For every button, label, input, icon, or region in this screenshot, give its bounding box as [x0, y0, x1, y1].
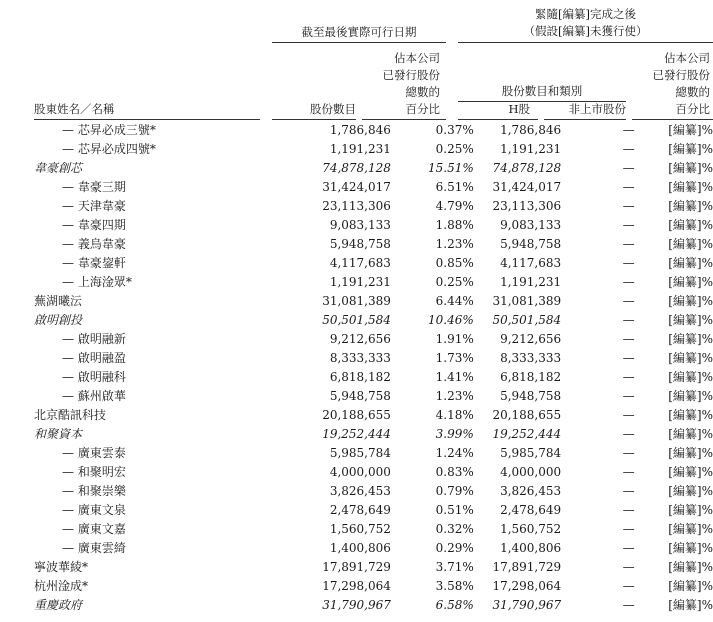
pct-after: [編纂]% [668, 332, 713, 346]
pct-after: [編纂]% [668, 598, 713, 612]
unlisted-shares: — [622, 255, 635, 270]
col-header-pct2-line1: 佔本公司 [664, 51, 710, 65]
shares-latest: 4,117,683 [329, 255, 391, 270]
shares-latest: 17,298,064 [322, 578, 391, 593]
pct-after: [編纂]% [668, 275, 713, 289]
group-header-assumption: （假設[編纂]未獲行使） [523, 24, 648, 38]
table-row [0, 386, 713, 405]
pct-latest: 4.79% [435, 198, 474, 213]
shares-latest: 50,501,584 [322, 312, 391, 327]
shareholder-name: 和聚資本 [34, 427, 83, 441]
unlisted-shares: — [622, 122, 635, 137]
col-header-name: 股東姓名／名稱 [34, 102, 115, 116]
unlisted-shares: — [622, 578, 635, 593]
h-shares: 1,191,231 [500, 141, 562, 156]
shares-latest: 9,083,133 [329, 217, 391, 232]
shares-latest: 1,191,231 [329, 274, 391, 289]
table-row [0, 196, 713, 215]
shareholder-name: — 啟明融新 [62, 332, 126, 346]
shareholder-name: — 啟明融科 [62, 370, 126, 384]
col-header-pct1-line4: 百分比 [405, 102, 440, 116]
shareholder-name: — 上海淦眾* [62, 275, 132, 289]
h-shares: 4,117,683 [500, 255, 562, 270]
table-row [0, 120, 713, 139]
table-row [0, 272, 713, 291]
shareholder-name: — 韋豪鋆軒 [62, 256, 126, 270]
table-row [0, 519, 713, 538]
unlisted-shares: — [622, 312, 635, 327]
pct-latest: 0.25% [435, 274, 474, 289]
table-row [0, 234, 713, 253]
pct-latest: 6.58% [435, 597, 474, 612]
pct-latest: 0.83% [435, 464, 474, 479]
col-header-pct1-line1: 佔本公司 [394, 51, 440, 65]
h-shares: 23,113,306 [492, 198, 562, 213]
col-header-pct1-line2: 已發行股份 [382, 68, 440, 82]
pct-latest: 15.51% [427, 160, 474, 175]
shareholder-name: 重慶政府 [34, 598, 83, 612]
pct-after: [編纂]% [668, 522, 713, 536]
unlisted-shares: — [622, 198, 635, 213]
h-shares: 31,081,389 [492, 293, 562, 308]
col-header-pct2-line2: 已發行股份 [652, 68, 710, 82]
subheader-shares-and-class: 股份數目和類別 [501, 84, 583, 98]
h-shares: 5,948,758 [500, 236, 562, 251]
shares-latest: 74,878,128 [322, 160, 391, 175]
unlisted-shares: — [622, 141, 635, 156]
h-shares: 31,790,967 [492, 597, 562, 612]
shares-latest: 5,948,758 [329, 388, 391, 403]
pct-after: [編纂]% [668, 503, 713, 517]
unlisted-shares: — [622, 464, 635, 479]
pct-after: [編纂]% [668, 541, 713, 555]
shareholder-name: 寧波華綾* [34, 560, 89, 574]
table-row [0, 348, 713, 367]
pct-after: [編纂]% [668, 218, 713, 232]
pct-latest: 0.25% [435, 141, 474, 156]
h-shares: 1,191,231 [500, 274, 562, 289]
col-header-pct1-line3: 總數的 [405, 85, 440, 99]
unlisted-shares: — [622, 445, 635, 460]
shareholder-name: — 廣東文嘉 [62, 522, 126, 536]
shareholder-name: — 蘇州啟華 [62, 389, 126, 403]
shareholder-name: — 啟明融盈 [62, 351, 126, 365]
h-shares: 4,000,000 [500, 464, 562, 479]
shares-latest: 1,786,846 [329, 122, 391, 137]
shareholder-name: — 廣東雲泰 [62, 446, 126, 460]
pct-latest: 1.23% [435, 236, 474, 251]
table-row [0, 253, 713, 272]
table-row [0, 329, 713, 348]
pct-after: [編纂]% [668, 446, 713, 460]
shareholder-name: — 廣東雲綺 [62, 541, 126, 555]
table-row [0, 158, 713, 177]
h-shares: 1,400,806 [500, 540, 562, 555]
h-shares: 1,786,846 [500, 122, 562, 137]
shares-latest: 9,212,656 [329, 331, 391, 346]
pct-after: [編纂]% [668, 294, 713, 308]
group-header-right-rule [458, 42, 713, 43]
h-shares: 8,333,333 [500, 350, 562, 365]
table-row [0, 139, 713, 158]
group-header-after-completion: 緊隨[編纂]完成之後 [535, 7, 636, 21]
table-row [0, 576, 713, 595]
unlisted-shares: — [622, 217, 635, 232]
shareholder-name: — 韋豪四期 [62, 218, 126, 232]
shares-latest: 4,000,000 [329, 464, 391, 479]
h-shares: 20,188,655 [492, 407, 562, 422]
pct-after: [編纂]% [668, 142, 713, 156]
pct-latest: 3.99% [435, 426, 474, 441]
shares-latest: 31,424,017 [322, 179, 391, 194]
h-shares: 5,985,784 [500, 445, 562, 460]
unlisted-shares: — [622, 350, 635, 365]
pct-latest: 6.44% [435, 293, 474, 308]
pct-after: [編纂]% [668, 408, 713, 422]
pct-after: [編纂]% [668, 465, 713, 479]
shares-latest: 19,252,444 [322, 426, 391, 441]
h-shares: 6,818,182 [500, 369, 562, 384]
pct-latest: 1.73% [435, 350, 474, 365]
table-row [0, 443, 713, 462]
table-row [0, 462, 713, 481]
table-row [0, 500, 713, 519]
h-shares: 50,501,584 [492, 312, 562, 327]
shares-latest: 5,985,784 [329, 445, 391, 460]
shares-latest: 31,790,967 [322, 597, 391, 612]
table-row [0, 424, 713, 443]
pct-after: [編纂]% [668, 579, 713, 593]
pct-latest: 0.32% [435, 521, 474, 536]
shares-latest: 8,333,333 [329, 350, 391, 365]
shares-latest: 17,891,729 [322, 559, 391, 574]
pct-after: [編纂]% [668, 484, 713, 498]
h-shares: 17,298,064 [492, 578, 562, 593]
pct-latest: 1.41% [435, 369, 474, 384]
shareholder-name: — 和聚明宏 [62, 465, 126, 479]
unlisted-shares: — [622, 160, 635, 175]
table-row [0, 215, 713, 234]
pct-after: [編纂]% [668, 199, 713, 213]
unlisted-shares: — [622, 483, 635, 498]
unlisted-shares: — [622, 559, 635, 574]
shareholder-name: — 義烏韋豪 [62, 237, 126, 251]
table-row [0, 177, 713, 196]
pct-latest: 4.18% [435, 407, 474, 422]
shareholder-name: — 韋豪三期 [62, 180, 126, 194]
pct-latest: 0.85% [435, 255, 474, 270]
unlisted-shares: — [622, 293, 635, 308]
table-row [0, 595, 713, 614]
pct-latest: 1.88% [435, 217, 474, 232]
pct-latest: 1.91% [435, 331, 474, 346]
pct-after: [編纂]% [668, 180, 713, 194]
unlisted-shares: — [622, 236, 635, 251]
table-row [0, 291, 713, 310]
shareholder-name: 北京酷訊科技 [34, 408, 107, 422]
h-shares: 5,948,758 [500, 388, 562, 403]
shareholder-name: — 天津韋豪 [62, 199, 126, 213]
unlisted-shares: — [622, 502, 635, 517]
pct-after: [編纂]% [668, 237, 713, 251]
col-header-pct2-line4: 百分比 [675, 102, 710, 116]
pct-latest: 0.51% [435, 502, 474, 517]
pct-after: [編纂]% [668, 560, 713, 574]
shares-latest: 6,818,182 [329, 369, 391, 384]
pct-latest: 0.79% [435, 483, 474, 498]
shareholder-name: — 和聚崇樂 [62, 484, 126, 498]
col-header-pct2-line3: 總數的 [675, 85, 710, 99]
h-shares: 17,891,729 [492, 559, 562, 574]
table-row [0, 405, 713, 424]
pct-after: [編纂]% [668, 256, 713, 270]
shares-latest: 23,113,306 [322, 198, 391, 213]
pct-after: [編纂]% [668, 427, 713, 441]
table-row [0, 481, 713, 500]
group-header-left-rule [272, 42, 446, 43]
pct-after: [編纂]% [668, 351, 713, 365]
shares-latest: 20,188,655 [322, 407, 391, 422]
pct-latest: 10.46% [427, 312, 474, 327]
h-shares: 74,878,128 [492, 160, 562, 175]
unlisted-shares: — [622, 407, 635, 422]
pct-latest: 1.24% [435, 445, 474, 460]
unlisted-shares: — [622, 388, 635, 403]
pct-after: [編纂]% [668, 389, 713, 403]
shareholder-name: — 廣東文泉 [62, 503, 126, 517]
pct-after: [編纂]% [668, 313, 713, 327]
shares-latest: 1,400,806 [329, 540, 391, 555]
unlisted-shares: — [622, 597, 635, 612]
table-row [0, 310, 713, 329]
shares-latest: 31,081,389 [322, 293, 391, 308]
shares-latest: 3,826,453 [329, 483, 391, 498]
unlisted-shares: — [622, 521, 635, 536]
h-shares: 3,826,453 [500, 483, 562, 498]
unlisted-shares: — [622, 369, 635, 384]
table-row [0, 538, 713, 557]
pct-latest: 3.58% [435, 578, 474, 593]
pct-latest: 6.51% [435, 179, 474, 194]
group-header-latest-date: 截至最後實際可行日期 [301, 25, 417, 39]
col-header-shares: 股份數目 [310, 102, 356, 116]
h-shares: 9,083,133 [500, 217, 562, 232]
table-row [0, 367, 713, 386]
shareholder-name: 韋豪創芯 [34, 161, 83, 175]
h-shares: 2,478,649 [500, 502, 562, 517]
shares-latest: 1,560,752 [329, 521, 391, 536]
pct-latest: 1.23% [435, 388, 474, 403]
shares-latest: 2,478,649 [329, 502, 391, 517]
unlisted-shares: — [622, 274, 635, 289]
unlisted-shares: — [622, 179, 635, 194]
col-header-unlisted-shares: 非上市股份 [568, 102, 626, 116]
h-shares: 31,424,017 [492, 179, 562, 194]
unlisted-shares: — [622, 331, 635, 346]
pct-after: [編纂]% [668, 370, 713, 384]
shareholder-name: — 芯昇必成四號* [62, 142, 156, 156]
h-shares: 19,252,444 [492, 426, 562, 441]
pct-latest: 0.37% [435, 122, 474, 137]
pct-after: [編纂]% [668, 123, 713, 137]
shareholder-name: 蕪湖曦沄 [34, 294, 83, 308]
unlisted-shares: — [622, 426, 635, 441]
shareholder-name: — 芯昇必成三號* [62, 123, 156, 137]
unlisted-shares: — [622, 540, 635, 555]
shares-latest: 5,948,758 [329, 236, 391, 251]
pct-latest: 0.29% [435, 540, 474, 555]
shareholder-name: 啟明創投 [34, 313, 83, 327]
h-shares: 1,560,752 [500, 521, 562, 536]
shareholder-name: 杭州淦成* [34, 579, 89, 593]
table-row [0, 557, 713, 576]
pct-latest: 3.71% [435, 559, 474, 574]
shareholder-table [0, 120, 713, 614]
shares-latest: 1,191,231 [329, 141, 391, 156]
h-shares: 9,212,656 [500, 331, 562, 346]
pct-after: [編纂]% [668, 161, 713, 175]
col-header-h-shares: H股 [508, 102, 530, 116]
